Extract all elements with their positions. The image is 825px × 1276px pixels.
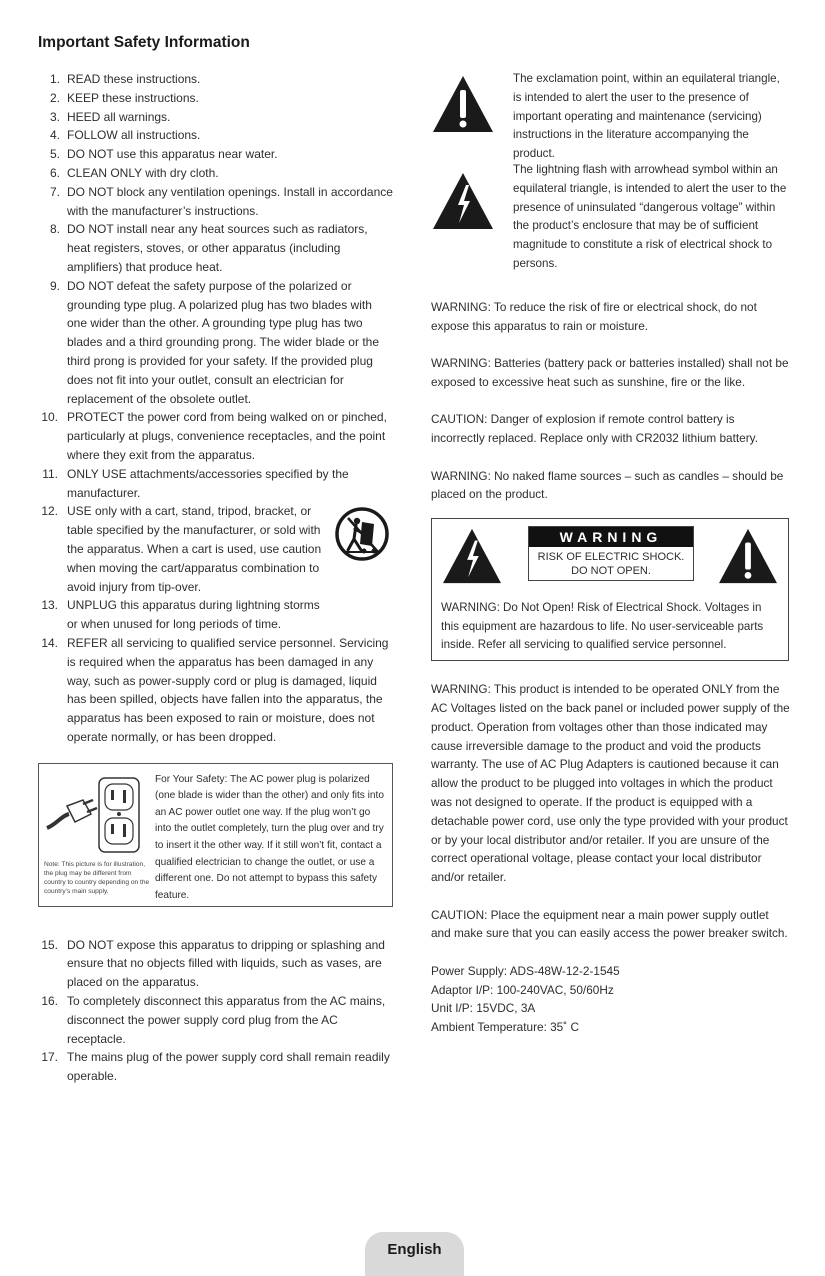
list-item: 3. HEED all warnings. — [49, 109, 171, 124]
spec-adaptor-input: Adaptor I/P: 100-240VAC, 50/60Hz — [431, 982, 614, 997]
ac-voltage-warning: WARNING: This product is intended to be operated ONLY from the AC Voltages listed on the back panel or included power supply of the product. Operation from voltages other than those indicated may cause irreversible damage to the product and void the products warranty. The use of AC Plug Adapters is cautioned because it can allow the product to be plugged into voltages in which the product was not designed to operate. If the product is equipped with a detachable power cord, use only the type provided with your product or by your local distributor and/or retailer. If you are unsure of the correct operational voltage, please contact your local distributor and/or retailer. — [431, 682, 790, 885]
power-specifications — [431, 962, 791, 1037]
warning-battery-heat: WARNING: Batteries (battery pack or batteries installed) shall not be exposed to excessive heat such as sunshine, fire or the like. — [431, 356, 789, 389]
caution-battery-replacement: CAUTION: Danger of explosion if remote control battery is incorrectly replaced. Replace only with CR2032 lithium battery. — [431, 412, 758, 446]
warning-label-line1: RISK OF ELECTRIC SHOCK. — [537, 551, 685, 564]
cart-tipover-warning-icon — [334, 506, 390, 562]
list-item: 6. CLEAN ONLY with dry cloth. — [49, 165, 219, 180]
warning-naked-flame: WARNING: No naked flame sources – such as candles – should be placed on the product. — [431, 468, 784, 502]
left-column — [38, 70, 393, 1086]
list-item: 2. KEEP these instructions. — [49, 90, 199, 105]
list-item: 1. READ these instructions. — [49, 72, 201, 86]
instruction-list-part2 — [38, 936, 393, 1086]
polarized-plug-outlet-icon — [43, 774, 145, 856]
power-breaker-caution: CAUTION: Place the equipment near a main power supply outlet and make sure that you can easily access the power breaker switch. — [431, 907, 788, 941]
list-item: 12. USE only with a cart, stand, tripod, bracket, or table specified by the manufacturer, or sold with the apparatus. When a cart is used, use caution when moving the cart/apparatus combination to avoid injury from tip-over. — [38, 502, 393, 596]
list-item: 15. DO NOT expose this apparatus to dripping or splashing and ensure that no objects filled with liquids, such as vases, are placed on the apparatus. — [41, 937, 385, 990]
list-item: 16. To completely disconnect this apparatus from the AC mains, disconnect the power supply cord plug from the AC receptacle. — [41, 994, 386, 1046]
list-item: 13. UNPLUG this apparatus during lightning storms or when unused for long periods of time. — [41, 598, 320, 632]
list-item: 10. PROTECT the power cord from being walked on or pinched, particularly at plugs, convenience receptacles, and the point where they exit from the apparatus. — [41, 410, 387, 462]
page-title: Important Safety Information — [38, 34, 250, 51]
list-item: 8. DO NOT install near any heat sources such as radiators, heat registers, stoves, or other apparatus (including amplifiers) that produce heat. — [49, 222, 368, 274]
plug-illustration-note: Note: This picture is for illustration, the plug may be different from country to country depending on the country’s main supply. — [44, 860, 150, 895]
language-tab: English — [365, 1232, 464, 1276]
shock-warning-box — [431, 518, 789, 661]
exclamation-triangle-icon — [431, 74, 495, 134]
shock-warning-text: WARNING: Do Not Open! Risk of Electrical Shock. Voltages in this equipment are hazardous to life. No user-serviceable parts inside. Refer all servicing to qualified service personnel. — [441, 601, 764, 651]
list-item: 7. DO NOT block any ventilation openings. Install in accordance with the manufacturer’s instructions. — [49, 184, 393, 218]
instruction-list-part1 — [38, 70, 393, 747]
spec-unit-input: Unit I/P: 15VDC, 3A — [431, 1001, 536, 1016]
lightning-description: The lightning flash with arrowhead symbol within an equilateral triangle, is intended to alert the user to the presence of uninsulated “dangerous voltage” within the product’s enclosure that may be of sufficient magnitude to constitute a risk of electrical shock to persons. — [513, 163, 787, 270]
exclamation-description: The exclamation point, within an equilateral triangle, is intended to alert the user to the presence of important operating and maintenance (servicing) instructions in the literature accompanying the product. — [513, 72, 780, 161]
list-item: 5. DO NOT use this apparatus near water. — [49, 147, 278, 162]
exclamation-symbol-row — [431, 70, 791, 161]
lightning-symbol-row — [431, 161, 791, 298]
right-column — [431, 70, 791, 1037]
plug-safety-text: For Your Safety: The AC power plug is polarized (one blade is wider than the other) and only fits into an AC power outlet one way. If the plug won’t go into the outlet completely, turn the plug over and try to insert it the other way. If it still won’t fit, contact a qualified electrician to change the outlet, or use a different one. Do not attempt to bypass this safety feature. — [155, 773, 384, 901]
list-item: 17. The mains plug of the power supply cord shall remain readily operable. — [41, 1050, 390, 1084]
list-item: 4. FOLLOW all instructions. — [49, 128, 201, 143]
spec-power-supply: Power Supply: ADS-48W-12-2-1545 — [431, 963, 620, 978]
warning-label-line2: DO NOT OPEN. — [571, 565, 651, 578]
warning-rain-moisture: WARNING: To reduce the risk of fire or electrical shock, do not expose this apparatus to rain or moisture. — [431, 300, 757, 333]
lightning-triangle-icon — [440, 527, 504, 585]
warning-label — [528, 526, 694, 581]
list-item: 11. ONLY USE attachments/accessories specified by the manufacturer. — [42, 466, 349, 500]
spec-ambient-temperature: Ambient Temperature: 35˚ C — [431, 1020, 579, 1035]
warning-label-heading: WARNING — [529, 527, 693, 547]
list-item: 9. DO NOT defeat the safety purpose of the polarized or grounding type plug. A polarized plug has two blades with one wider than the other. A grounding type plug has two blades and a third grounding prong. The wider blade or the third prong is provided for your safety. If the provided plug does not fit into your outlet, consult an electrician for replacement of the obsolete outlet. — [49, 278, 379, 406]
exclamation-triangle-icon — [716, 527, 780, 585]
list-item: 14. REFER all servicing to qualified service personnel. Servicing is required when the apparatus has been damaged in any way, such as power-supply cord or plug is damaged, liquid has been spilled, objects have fallen into the apparatus, the apparatus has been exposed to rain or moisture, does not operate normally, or has been dropped. — [41, 635, 389, 744]
lightning-triangle-icon — [431, 171, 495, 231]
polarized-plug-notice — [38, 763, 393, 907]
